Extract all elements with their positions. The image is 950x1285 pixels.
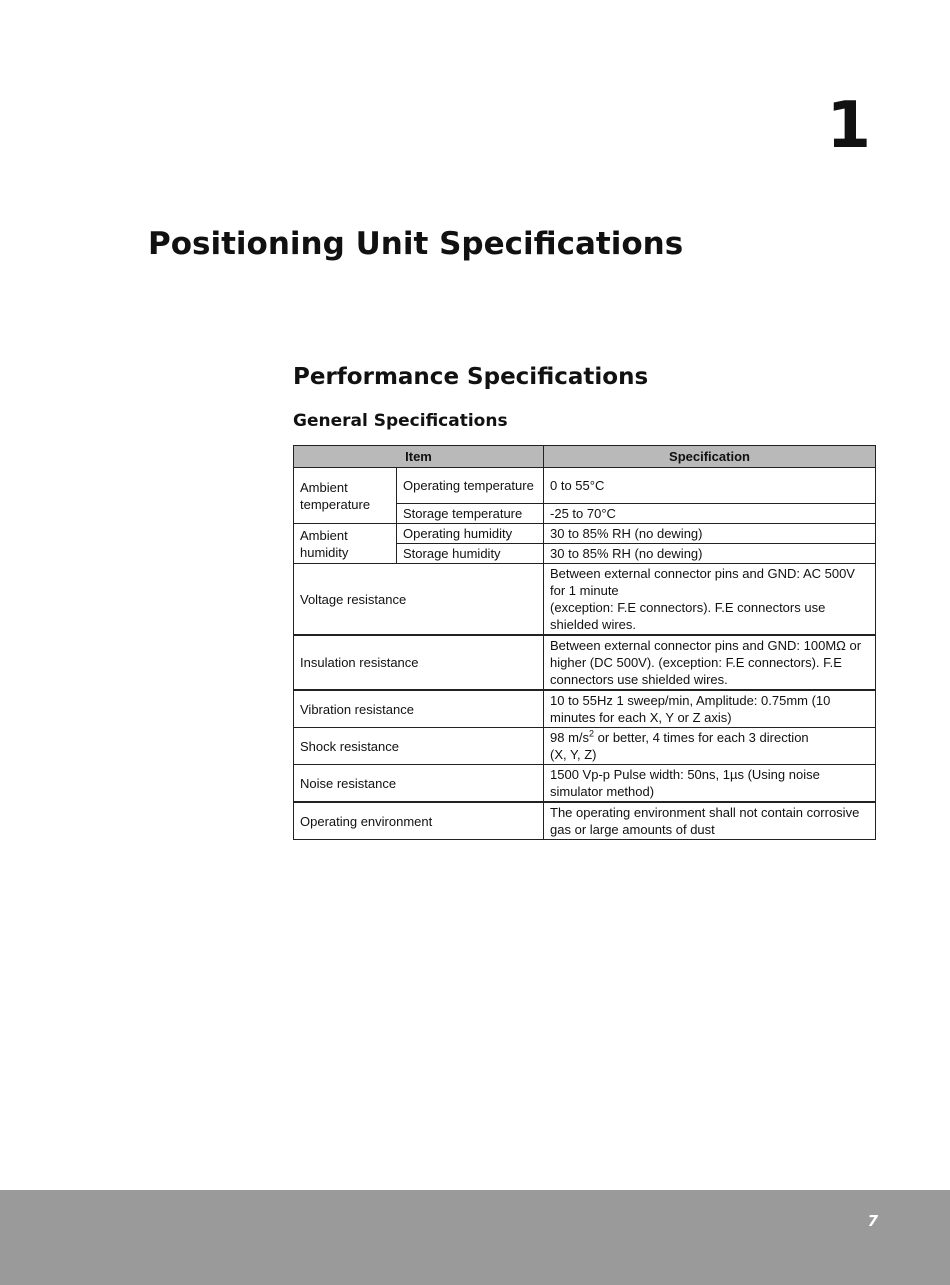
table-row	[294, 468, 876, 504]
page-number: 7	[867, 1212, 878, 1230]
footer-band	[0, 1190, 950, 1285]
shock-resistance-spec-line2: (X, Y, Z)	[550, 747, 597, 762]
page-title: Positioning Unit Specifications	[148, 226, 684, 262]
table-row	[294, 728, 876, 765]
storage-humidity-spec: 30 to 85% RH (no dewing)	[544, 544, 876, 564]
subsection-title: General Specifications	[293, 411, 508, 431]
shock-superscript: 2	[589, 728, 595, 739]
table-header-row	[294, 446, 876, 468]
shock-resistance-label: Shock resistance	[294, 728, 544, 765]
storage-temperature-label: Storage temperature	[397, 504, 544, 524]
operating-humidity-spec: 30 to 85% RH (no dewing)	[544, 524, 876, 544]
insulation-resistance-spec: Between external connector pins and GND: 100MΩ or higher (DC 500V). (exception: F.E connectors). F.E connectors use shielded wires.	[544, 635, 876, 690]
table-row	[294, 765, 876, 803]
operating-temperature-spec: 0 to 55°C	[544, 468, 876, 504]
table-row	[294, 635, 876, 690]
header-item: Item	[294, 446, 544, 468]
storage-temperature-spec: -25 to 70°C	[544, 504, 876, 524]
voltage-resistance-label: Voltage resistance	[294, 564, 544, 636]
shock-resistance-spec-line1	[550, 729, 869, 746]
table-row	[294, 802, 876, 840]
shock-suffix: or better, 4 times for each 3 direction	[594, 730, 809, 745]
operating-environment-spec: The operating environment shall not contain corrosive gas or large amounts of dust	[544, 802, 876, 840]
operating-humidity-label: Operating humidity	[397, 524, 544, 544]
ambient-temperature-label: Ambient temperature	[294, 468, 397, 524]
general-specifications-table	[293, 445, 876, 840]
table-row	[294, 524, 876, 544]
vibration-resistance-label: Vibration resistance	[294, 690, 544, 728]
storage-humidity-label: Storage humidity	[397, 544, 544, 564]
ambient-humidity-label: Ambient humidity	[294, 524, 397, 564]
voltage-resistance-spec-line2: (exception: F.E connectors). F.E connectors use shielded wires.	[550, 600, 826, 632]
table-row	[294, 564, 876, 636]
chapter-number: 1	[826, 89, 870, 163]
voltage-resistance-spec-line1: Between external connector pins and GND: AC 500V for 1 minute	[550, 566, 855, 598]
insulation-resistance-label: Insulation resistance	[294, 635, 544, 690]
shock-resistance-spec	[544, 728, 876, 765]
shock-prefix: 98 m/s	[550, 730, 590, 745]
vibration-resistance-spec: 10 to 55Hz 1 sweep/min, Amplitude: 0.75mm (10 minutes for each X, Y or Z axis)	[544, 690, 876, 728]
section-title: Performance Specifications	[293, 364, 649, 390]
operating-temperature-label: Operating temperature	[397, 468, 544, 504]
table-row	[294, 690, 876, 728]
operating-environment-label: Operating environment	[294, 802, 544, 840]
noise-resistance-spec: 1500 Vp-p Pulse width: 50ns, 1µs (Using noise simulator method)	[544, 765, 876, 803]
header-specification: Specification	[544, 446, 876, 468]
voltage-resistance-spec	[544, 564, 876, 636]
noise-resistance-label: Noise resistance	[294, 765, 544, 803]
